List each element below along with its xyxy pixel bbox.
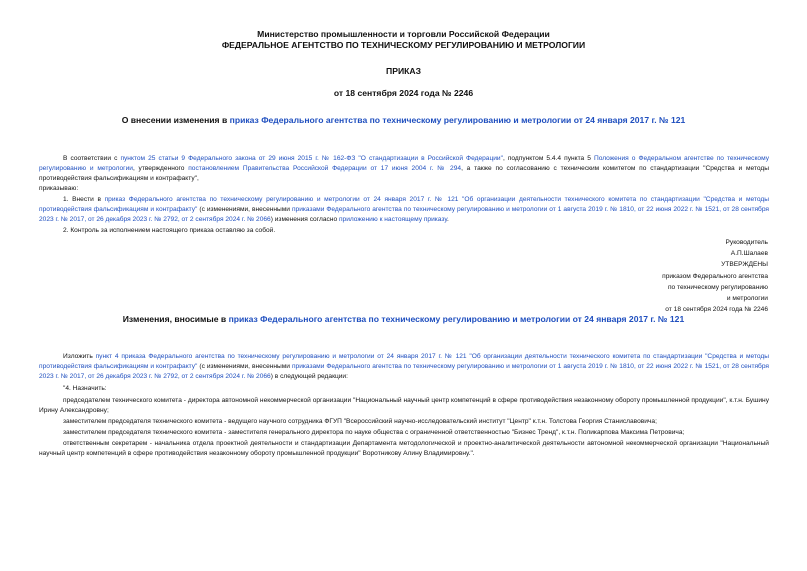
approval-line-4: и метрологии — [726, 295, 768, 302]
approval-line-3: по техническому регулированию — [667, 284, 768, 291]
deputy-2-paragraph: заместителем председателя технического комитета - заместителя генерального директора по науке общества с ограниченной ответственностью "Бизнес Тренд", к.т.н. Поликарпова Максима Петровича; — [63, 429, 685, 436]
decree-link[interactable]: постановлением Правительства Российской Федерации от 17 июня 2004 г. № 294 — [188, 165, 462, 173]
item-2-paragraph: 2. Контроль за исполнением настоящего приказа оставляю за собой. — [63, 227, 276, 234]
order-121-link[interactable]: приказ Федерального агентства по техническому регулированию и метрологии от 24 января 2017 г. № 121 "Об организации деятельности технического комитета по стандартизации "Средства и методы противодействия фальсификациям и контрафакту" — [39, 196, 769, 214]
signature-position: Руководитель — [725, 239, 768, 246]
approval-line-5: от 18 сентября 2024 года № 2246 — [665, 306, 768, 313]
preamble-paragraph — [39, 154, 769, 185]
text-span: , утвержденного — [132, 165, 189, 173]
ministry-name: Министерство промышленности и торговли Российской Федерации — [257, 29, 550, 39]
approval-line-2: приказом Федерального агентства — [662, 273, 768, 280]
item-4-link[interactable]: пункт 4 приказа Федерального агентства по техническому регулированию и метрологии от 24 января 2017 г. № 121 "Об организации деятельности технического комитета по стандартизации "Средства и методы противодействия фальсификациям и контрафакту" — [39, 353, 769, 371]
amending-orders-link[interactable]: приказами Федерального агентства по техническому регулированию и метрологии от 1 августа 2019 г. № 1810, от 22 июня 2022 г. № 1521, от 28 сентября 2023 г. № 2017, от 26 декабря 2023 г. № 2792, от 2 сентября 2024 г. № 2066 — [39, 206, 769, 224]
secretary-paragraph: ответственным секретарем - начальника отдела проектной деятельности и стандартизации Департамента методологической и проектно-аналитической деятельности автономной некоммерческой организации "Национальный научный центр компетенций в сфере противодействия незаконному обороту промышленной продукции" Воротникову Алину Владимировну.". — [39, 440, 769, 458]
text-span: В соответствии с — [63, 155, 121, 162]
text-span: (с изменениями, внесенными — [197, 206, 292, 214]
text-span: Изложить — [63, 353, 96, 360]
title-link[interactable]: приказ Федерального агентства по техническому регулированию и метрологии от 24 января 2017 г. № 121 — [229, 115, 686, 125]
text-span: ) изменения согласно — [270, 216, 339, 224]
text-span: , а также по согласованию с техническим комитетом по стандартизации "Средства и методы противодействия фальсификациям и контрафакту", — [39, 165, 769, 183]
text-span: , подпунктом 5.4.4 пункта 5 — [502, 155, 594, 162]
item-4-heading: "4. Назначить: — [63, 385, 107, 392]
law-link[interactable]: пунктом 25 статьи 9 Федерального закона от 29 июня 2015 г. № 162-ФЗ "О стандартизации в Российской Федерации" — [120, 155, 503, 162]
text-span: (с изменениями, внесенными — [197, 363, 292, 371]
order-word: приказываю: — [39, 185, 79, 192]
doc-date: от 18 сентября 2024 года № 2246 — [333, 88, 474, 98]
text-span: 1. Внести в — [63, 196, 105, 203]
changes-title-link[interactable]: приказ Федерального агентства по техническому регулированию и метрологии от 24 января 2017 г. № 121 — [228, 314, 685, 324]
signature-name: А.П.Шалаев — [730, 250, 768, 257]
changes-title-prefix: Изменения, вносимые в — [122, 314, 229, 324]
appendix-link[interactable]: приложению к настоящему приказу — [338, 216, 447, 224]
regulation-link[interactable]: Положения о Федеральном агентстве по техническому регулированию и метрологии — [39, 155, 770, 173]
changes-intro-paragraph — [39, 352, 769, 383]
document-title — [0, 115, 807, 126]
approval-line-1: УТВЕРЖДЕНЫ — [721, 261, 768, 268]
text-span: ) в следующей редакции: — [270, 373, 348, 381]
text-span: . — [446, 216, 449, 224]
doc-type: ПРИКАЗ — [386, 66, 421, 76]
changes-title — [0, 314, 807, 325]
agency-name: ФЕДЕРАЛЬНОЕ АГЕНТСТВО ПО ТЕХНИЧЕСКОМУ РЕГУЛИРОВАНИЮ И МЕТРОЛОГИИ — [221, 40, 586, 50]
item-1-paragraph — [39, 195, 769, 226]
deputy-1-paragraph: заместителем председателя технического комитета - ведущего научного сотрудника ФГУП "Всероссийский научно-исследовательский институт "Центр" к.т.н. Толстова Георгия Станиславовича; — [63, 418, 657, 425]
title-prefix: О внесении изменения в — [121, 115, 230, 125]
chair-paragraph: председателем технического комитета - директора автономной некоммерческой организации "Национальный научный центр компетенций в сфере противодействия незаконному обороту промышленной продукции", к.т.н. Бушину Ирину Александровну; — [39, 397, 769, 415]
changes-amending-orders-link[interactable]: приказами Федерального агентства по техническому регулированию и метрологии от 1 августа 2019 г. № 1810, от 22 июня 2022 г. № 1521, от 28 сентября 2023 г. № 2017, от 26 декабря 2023 г. № 2792, от 2 сентября 2024 г. № 2066 — [39, 363, 769, 381]
